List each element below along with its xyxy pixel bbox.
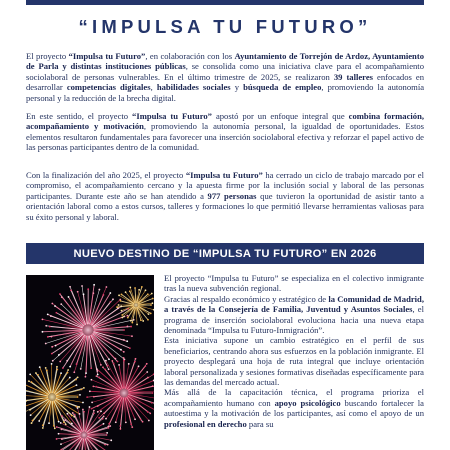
text: , promoviendo la autonomía personal, la igualdad de oportunidades. Estos elementos resultaron fundamentales para favorecer una inserción sociolaboral efectiva y reforzar el papel activo de las personas participantes dentro de la comunidad.: [26, 121, 424, 153]
text: El proyecto: [26, 51, 69, 61]
text-bold: habilidades sociales: [156, 82, 231, 93]
column-paragraph: El proyecto “Impulsa tu Futuro” se especializa en el colectivo inmigrante tras la nueva subvención regional.: [164, 273, 424, 294]
column-paragraph: [164, 294, 424, 336]
text: , el programa de inserción sociolaboral evoluciona hacia una nueva etapa denominada “Impulsa tu Futuro-Inmigración”.: [164, 304, 424, 336]
text: ha cerrado un ciclo de trabajo marcado por el compromiso, el acompañamiento cercano y la apuesta firme por la inclusión social y laboral de las personas participantes. Durante este año se han atendido a: [26, 170, 424, 201]
text-bold: competencias digitales: [66, 82, 151, 93]
text: , se consolida como una iniciativa clave para el acompañamiento sociolaboral de personas vulnerables. En el último trimestre de 2025, se realizaron: [26, 61, 424, 82]
column-paragraph: Esta iniciativa supone un cambio estratégico en el perfil de sus beneficiarios, centrando ahora sus esfuerzos en la población inmigrante. El proyecto desplegará una hoja de ruta integral que incluye orientación laboral personalizada y sesiones formativas diseñadas específicamente para las demandas del mercado actual.: [164, 335, 424, 388]
paragraph-closing-2025: [26, 170, 424, 222]
text-bold: 39 talleres: [333, 71, 374, 82]
text: En este sentido, el proyecto: [26, 111, 133, 121]
text: y: [230, 82, 244, 93]
text: ,: [150, 82, 157, 93]
text-bold: profesional en derecho: [164, 418, 247, 429]
fireworks-illustration: [26, 275, 154, 450]
text: Con la finalización del año 2025, el proyecto: [26, 170, 186, 180]
text-bold: apoyo psicológico: [274, 397, 341, 408]
text-bold: 977 personas: [207, 190, 257, 201]
section-heading: NUEVO DESTINO DE “IMPULSA TU FUTURO” EN 2026: [26, 243, 424, 264]
text-bold: “Impulsa tu Futuro”: [68, 51, 146, 61]
text: buscando fortalecer la autoestima y la motivación de los participantes, así como el apoyo de un: [164, 397, 425, 419]
text: para su: [246, 418, 274, 429]
top-rule: [26, 0, 424, 5]
page-title: “IMPULSA TU FUTURO”: [78, 16, 372, 37]
text: apostó por un enfoque integral que: [211, 111, 349, 121]
fireworks-photo: [26, 275, 154, 450]
text: enfocados en desarrollar: [26, 71, 424, 93]
text-bold: combina formación, acompañamiento y motivación: [26, 111, 425, 132]
text: Gracias al respaldo económico y estratégico de: [164, 293, 329, 304]
text: que tuvieron la oportunidad de asistir tanto a orientación laboral como a estos cursos, talleres y formaciones lo que permitió llevarse herramientas valiosas para su éxito personal y laboral.: [26, 190, 424, 222]
text-bold: Ayuntamiento de Torrejón de Ardoz, Ayuntamiento de Parla y distintas instituciones públicas: [26, 51, 424, 72]
paragraph-intro: [26, 51, 424, 103]
text: , promoviendo la autonomía personal y la reducción de la brecha digital.: [26, 82, 425, 103]
paragraph-approach: [26, 111, 424, 153]
text-bold: búsqueda de empleo: [243, 82, 322, 93]
text: Más allá de la capacitación técnica, el programa prioriza el acompañamiento humano con: [164, 387, 424, 408]
text-bold: “Impulsa tu Futuro”: [132, 111, 212, 121]
text: , en colaboración con los: [145, 51, 235, 61]
column-text-2026: [164, 273, 424, 429]
text-bold: la Comunidad de Madrid, a través de la Consejería de Familia, Juventud y Asuntos Sociales: [164, 293, 424, 315]
column-paragraph: [164, 387, 424, 429]
text-bold: “Impulsa tu Futuro”: [185, 170, 263, 180]
